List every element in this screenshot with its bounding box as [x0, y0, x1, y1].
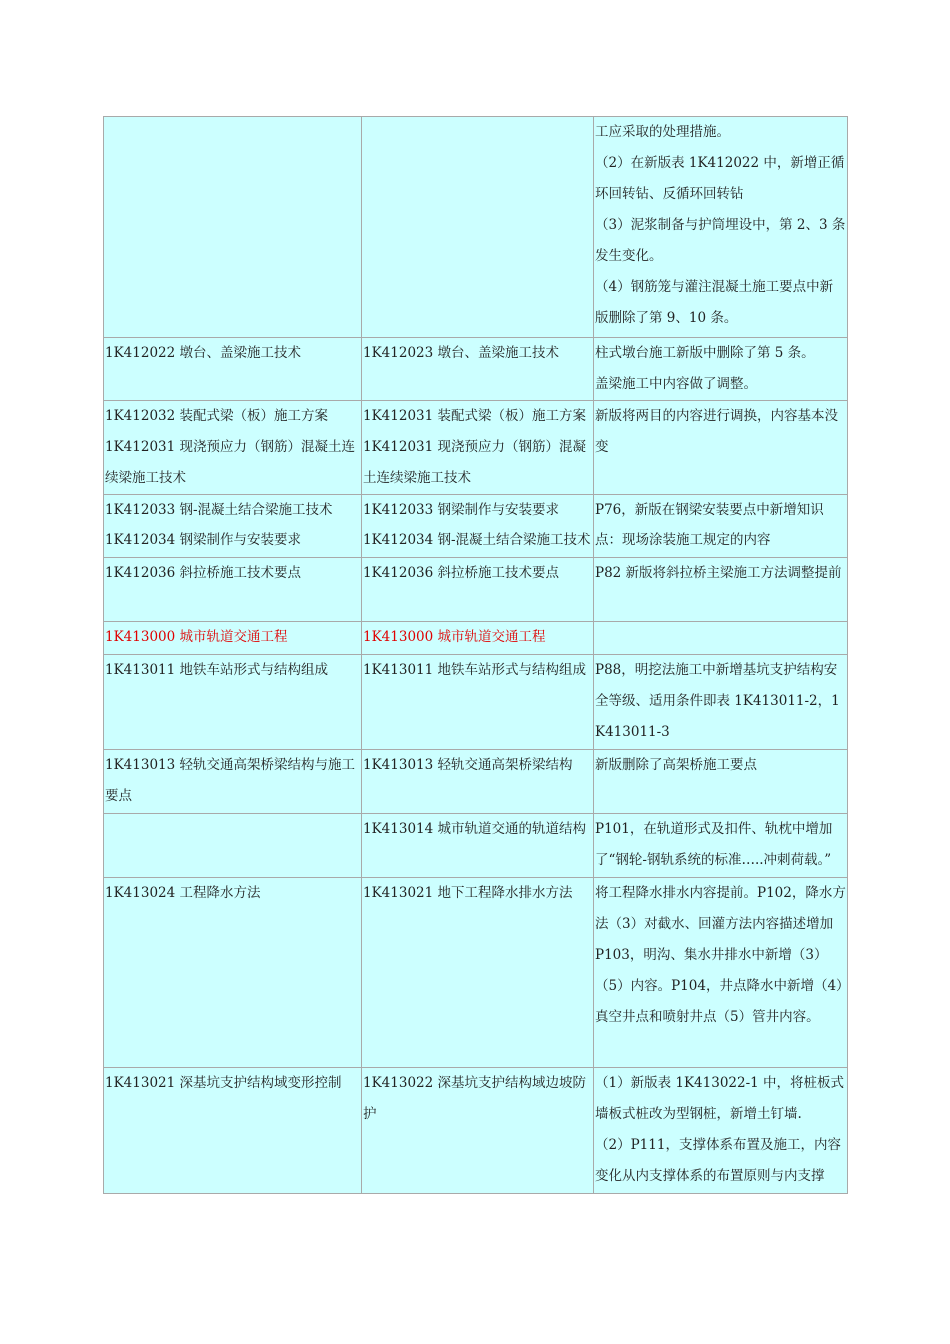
chapter-heading: 1K413000 城市轨道交通工程 — [105, 629, 288, 645]
change-note-cell — [594, 750, 848, 814]
section-title: 1K412023 墩台、盖梁施工技术 — [363, 345, 560, 361]
table-row — [104, 750, 848, 814]
section-title: 1K412036 斜拉桥施工技术要点 — [105, 565, 302, 581]
old-edition-cell — [104, 655, 362, 750]
section-title: 1K412031 装配式梁（板）施工方案 — [363, 408, 587, 424]
change-note-line: 新版将两目的内容进行调换，内容基本没变 — [595, 408, 838, 455]
old-edition-cell — [104, 750, 362, 814]
new-edition-cell — [362, 655, 594, 750]
change-note-line: 工应采取的处理措施。 — [595, 124, 730, 140]
change-note-line: 柱式墩台施工新版中删除了第 5 条。 — [595, 345, 815, 361]
section-title: 1K413024 工程降水方法 — [105, 885, 261, 901]
change-note-cell — [594, 622, 848, 655]
section-title: 1K412033 钢-混凝土结合梁施工技术 — [105, 502, 333, 518]
change-note-cell — [594, 814, 848, 878]
new-edition-cell — [362, 814, 594, 878]
new-edition-cell — [362, 338, 594, 401]
change-note-line: （2）在新版表 1K412022 中，新增正循环回转钻、反循环回转钻 — [595, 155, 845, 202]
new-edition-cell — [362, 117, 594, 338]
table-row — [104, 495, 848, 558]
section-title: 1K412034 钢梁制作与安装要求 — [105, 532, 302, 548]
old-edition-cell — [104, 1068, 362, 1194]
old-edition-cell — [104, 338, 362, 401]
old-edition-cell — [104, 401, 362, 495]
new-edition-cell — [362, 401, 594, 495]
table-row — [104, 878, 848, 1068]
table-row — [104, 558, 848, 622]
section-title: 1K413011 地铁车站形式与结构组成 — [363, 662, 587, 678]
new-edition-cell — [362, 495, 594, 558]
section-title: 1K412022 墩台、盖梁施工技术 — [105, 345, 302, 361]
change-note-cell — [594, 117, 848, 338]
section-title: 1K413013 轻轨交通高架桥梁结构 — [363, 757, 573, 773]
change-note-line: P82 新版将斜拉桥主梁施工方法调整提前 — [595, 565, 842, 581]
change-note-line: P88，明挖法施工中新增基坑支护结构安全等级、适用条件即表 1K413011-2，1K413011-3 — [595, 662, 840, 740]
chapter-heading: 1K413000 城市轨道交通工程 — [363, 629, 546, 645]
section-title: 1K413021 深基坑支护结构域变形控制 — [105, 1075, 342, 1091]
old-edition-cell — [104, 814, 362, 878]
new-edition-cell — [362, 558, 594, 622]
section-title: 1K412031 现浇预应力（钢筋）混凝土连续梁施工技术 — [363, 439, 587, 486]
old-edition-cell — [104, 622, 362, 655]
change-note-cell — [594, 878, 848, 1068]
table-row — [104, 401, 848, 495]
section-title: 1K413021 地下工程降水排水方法 — [363, 885, 573, 901]
change-note-line: P103，明沟、集水井排水中新增（3）（5）内容。P104，井点降水中新增（4）真空井点和喷射井点（5）管井内容。 — [595, 947, 843, 1025]
change-note-line: （1）新版表 1K413022-1 中，将桩板式墙板式桩改为型钢桩，新增土钉墙. — [595, 1075, 845, 1122]
old-edition-cell — [104, 878, 362, 1068]
section-title: 1K412036 斜拉桥施工技术要点 — [363, 565, 560, 581]
old-edition-cell — [104, 495, 362, 558]
change-note-cell — [594, 1068, 848, 1194]
change-note-line: P76，新版在钢梁安装要点中新增知识点：现场涂装施工规定的内容 — [595, 502, 824, 548]
old-edition-cell — [104, 117, 362, 338]
new-edition-cell — [362, 1068, 594, 1194]
change-note-cell — [594, 401, 848, 495]
table-row — [104, 655, 848, 750]
change-note-line: P101，在轨道形式及扣件、轨枕中增加了“钢轮-钢轨系统的标准…..冲刺荷载。” — [595, 821, 833, 868]
section-title: 1K413022 深基坑支护结构域边坡防护 — [363, 1075, 587, 1122]
comparison-table — [103, 116, 848, 1194]
section-title: 1K412034 钢-混凝土结合梁施工技术 — [363, 532, 591, 548]
new-edition-cell — [362, 750, 594, 814]
section-title: 1K412032 装配式梁（板）施工方案 — [105, 408, 329, 424]
new-edition-cell — [362, 878, 594, 1068]
section-title: 1K412033 钢梁制作与安装要求 — [363, 502, 560, 518]
change-note-cell — [594, 495, 848, 558]
section-title: 1K413011 地铁车站形式与结构组成 — [105, 662, 329, 678]
section-title: 1K412031 现浇预应力（钢筋）混凝土连续梁施工技术 — [105, 439, 356, 486]
change-note-line: （2）P111，支撑体系布置及施工，内容变化从内支撑体系的布置原则与内支撑 — [595, 1137, 841, 1184]
section-title: 1K413013 轻轨交通高架桥梁结构与施工要点 — [105, 757, 356, 804]
change-note-cell — [594, 655, 848, 750]
change-note-cell — [594, 338, 848, 401]
new-edition-cell — [362, 622, 594, 655]
table-row — [104, 814, 848, 878]
table-row — [104, 1068, 848, 1194]
section-title: 1K413014 城市轨道交通的轨道结构 — [363, 821, 587, 837]
change-note-line: 新版删除了高架桥施工要点 — [595, 757, 757, 773]
table-row — [104, 338, 848, 401]
change-note-line: 盖梁施工中内容做了调整。 — [595, 376, 757, 392]
old-edition-cell — [104, 558, 362, 622]
change-note-line: （3）泥浆制备与护筒埋设中，第 2、3 条发生变化。 — [595, 217, 846, 264]
table-row — [104, 622, 848, 655]
change-note-line: （4）钢筋笼与灌注混凝土施工要点中新版删除了第 9、10 条。 — [595, 279, 834, 326]
change-note-cell — [594, 558, 848, 622]
table-row — [104, 117, 848, 338]
change-note-line: 将工程降水排水内容提前。P102，降水方法（3）对截水、回灌方法内容描述增加 — [595, 885, 846, 932]
